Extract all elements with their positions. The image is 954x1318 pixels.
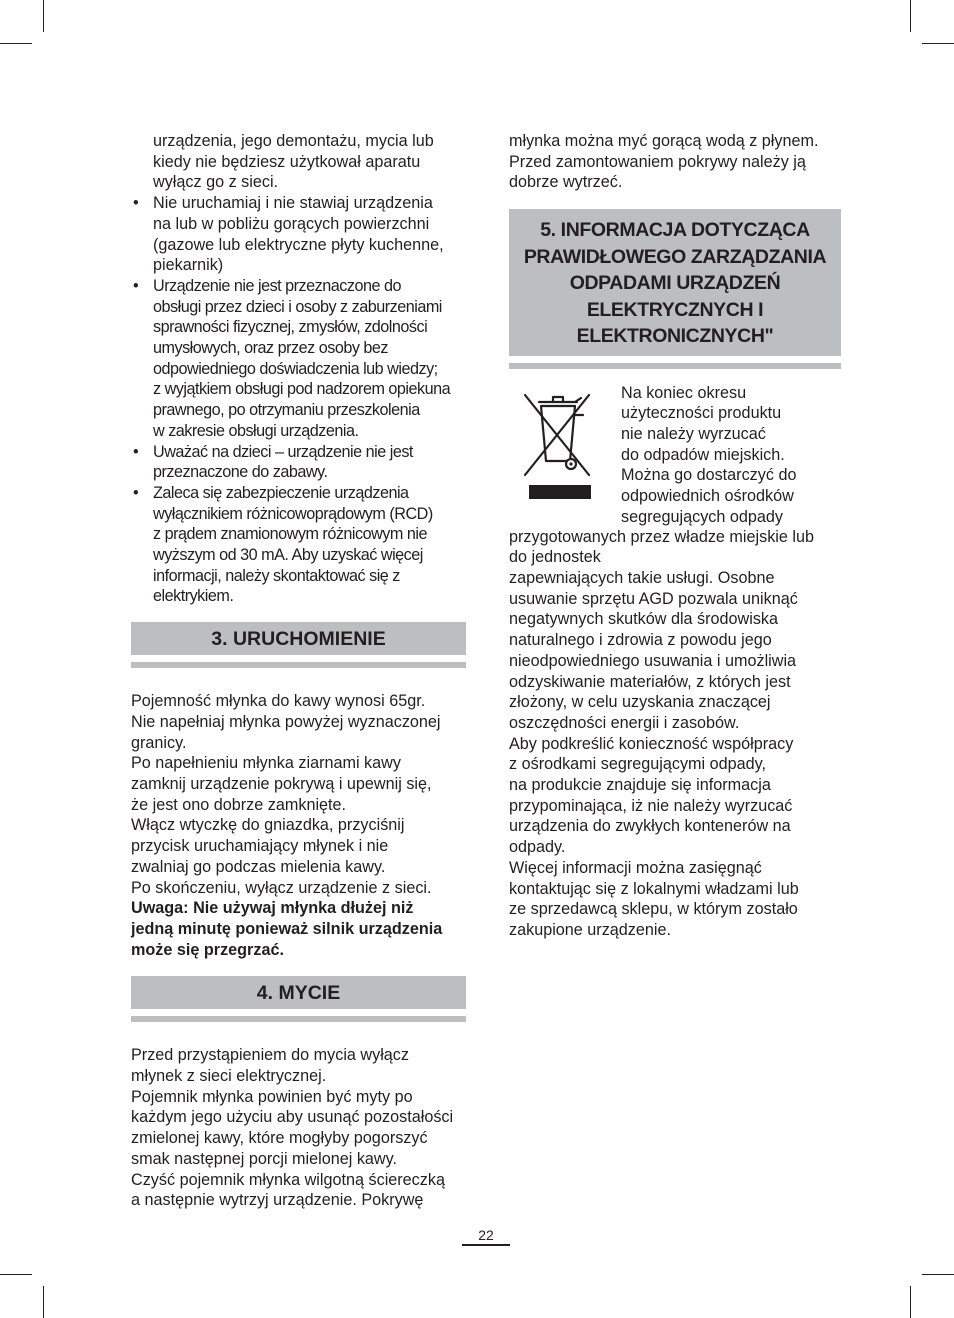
heading-line: PRAWIDŁOWEGO ZARZĄDZANIA xyxy=(523,245,827,268)
text-line: wyłącznikiem różnicowoprądowym (RCD) xyxy=(153,504,433,523)
text-line: negatywnych skutków dla środowiska xyxy=(509,610,779,629)
heading-line: ELEKTRYCZNYCH I ELEKTRONICZNYCH" xyxy=(576,298,774,348)
text-line: granicy. xyxy=(131,733,187,752)
text-line: a następnie wytrzyj urządzenie. Pokrywę xyxy=(131,1191,424,1210)
text-line: nie należy wyrzucać xyxy=(621,425,766,444)
text-line: przeznaczone do zabawy. xyxy=(153,463,328,482)
text-line: że jest ono dobrze zamknięte. xyxy=(131,795,347,814)
text-line: w zakresie obsługi urządzenia. xyxy=(153,421,359,440)
text-line: obsługi przez dzieci i osoby z zaburzeniami xyxy=(153,297,442,316)
warning-line: jedną minutę ponieważ silnik urządzenia xyxy=(131,919,443,938)
text-line: z ośrodkami segregującymi odpady, xyxy=(509,755,767,774)
text-line: smak następnej porcji mielonej kawy. xyxy=(131,1149,398,1168)
text-line: zapewniających takie usługi. Osobne xyxy=(509,569,775,588)
bullet-item xyxy=(131,193,466,276)
text-line: (gazowe lub elektryczne płyty kuchenne, xyxy=(153,235,444,254)
text-line: naturalnego i zdrowia z powodu jego xyxy=(509,631,772,650)
text-line: na lub w pobliżu gorących powierzchni xyxy=(153,214,430,233)
heading-line: 5. INFORMACJA DOTYCZĄCA xyxy=(540,219,810,242)
text-line: przycisk uruchamiający młynek i nie xyxy=(131,837,389,856)
text-line: oszczędności energii i zasobów. xyxy=(509,713,740,732)
text-line: Włącz wtyczkę do gniazdka, przyciśnij xyxy=(131,816,405,835)
text-line: sprawności fizycznej, zmysłów, zdolności xyxy=(153,318,428,337)
text-line: młynka można myć gorącą wodą z płynem. xyxy=(509,132,819,150)
crop-mark xyxy=(43,1286,44,1318)
crop-mark xyxy=(910,0,911,32)
section-heading-weee xyxy=(509,209,841,356)
text-line: Pojemność młynka do kawy wynosi 65gr. xyxy=(131,692,426,711)
text-line: Po skończeniu, wyłącz urządzenie z sieci. xyxy=(131,878,432,897)
text-line: Nie napełniaj młynka powyżej wyznaczonej xyxy=(131,712,441,731)
crop-mark xyxy=(910,1286,911,1318)
text-line: Urządzenie nie jest przeznaczone do xyxy=(153,276,401,295)
text-line: odzyskiwanie materiałów, z których jest xyxy=(509,672,791,691)
text-line: Na koniec okresu xyxy=(621,383,747,402)
text-line: ze sprzedawcą sklepu, w którym zostało xyxy=(509,900,798,919)
text-line: odpowiedniego doświadczenia lub wiedzy; xyxy=(153,359,438,378)
warning-line: może się przegrzać. xyxy=(131,940,284,959)
text-line: elektrykiem. xyxy=(153,587,234,606)
text-line: Przed zamontowaniem pokrywy należy ją xyxy=(509,152,806,171)
intro-text xyxy=(131,131,466,193)
text-line: złożony, w celu uzyskania znaczącej xyxy=(509,693,771,712)
weee-intro-text xyxy=(621,383,851,528)
text-line: wyłącz go z sieci. xyxy=(153,173,279,192)
text-line: odpowiednich ośrodków xyxy=(621,487,794,506)
text-line: do jednostek xyxy=(509,548,601,567)
text-line: segregujących odpady xyxy=(621,507,783,526)
text-line: urządzenia do zwykłych kontenerów na xyxy=(509,817,791,836)
right-column xyxy=(509,131,841,941)
section-4-body xyxy=(131,1045,466,1211)
safety-bullet-list xyxy=(131,193,466,607)
crop-mark xyxy=(922,43,954,44)
text-line: zamknij urządzenie pokrywą i upewnij się, xyxy=(131,774,432,793)
text-line: Pojemnik młynka powinien być myty po xyxy=(131,1087,413,1106)
text-line: wyższym od 30 mA. Aby uzyskać więcej xyxy=(153,546,423,565)
crop-mark xyxy=(0,43,32,44)
bullet-marker: • xyxy=(133,483,139,502)
text-line: z prądem znamionowym różnicowym nie xyxy=(153,525,427,544)
warning-line: Uwaga: Nie używaj młynka dłużej niż xyxy=(131,899,414,918)
text-line: zmielonej kawy, które mogłyby pogorszyć xyxy=(131,1129,428,1148)
bullet-marker: • xyxy=(133,276,139,295)
text-line: piekarnik) xyxy=(153,256,224,275)
text-line: Nie uruchamiaj i nie stawiaj urządzenia xyxy=(153,194,433,213)
text-line: kiedy nie będziesz użytkował aparatu xyxy=(153,152,421,171)
text-line: Zaleca się zabezpieczenie urządzenia xyxy=(153,483,409,502)
text-line: kontaktując się z lokalnymi władzami lub xyxy=(509,879,799,898)
text-line: Można go dostarczyć do xyxy=(621,466,797,485)
bullet-item xyxy=(131,483,466,607)
intro-text xyxy=(509,131,841,193)
text-line: dobrze wytrzeć. xyxy=(509,173,623,192)
heading-line: ODPADAMI URZĄDZEŃ xyxy=(569,272,781,295)
text-line: Więcej informacji można zasięgnąć xyxy=(509,858,762,877)
text-line: Po napełnieniu młynka ziarnami kawy xyxy=(131,754,401,773)
page-number: 22 xyxy=(478,1227,494,1243)
bullet-marker: • xyxy=(133,194,139,213)
crop-mark xyxy=(43,0,44,32)
text-line: użyteczności produktu xyxy=(621,404,782,423)
weee-notice xyxy=(509,383,841,533)
bullet-item xyxy=(131,276,466,442)
bullet-marker: • xyxy=(133,442,139,461)
crossed-out-wheelie-bin-icon xyxy=(517,385,599,501)
text-line: Uważać na dzieci – urządzenie nie jest xyxy=(153,442,413,461)
text-line: młynek z sieci elektrycznej. xyxy=(131,1067,327,1086)
text-line: przygotowanych przez władze miejskie lub xyxy=(509,527,815,546)
bullet-item xyxy=(131,442,466,483)
text-line: Przed przystąpieniem do mycia wyłącz xyxy=(131,1046,409,1065)
text-line: odpady. xyxy=(509,838,566,857)
text-line: do odpadów miejskich. xyxy=(621,445,785,464)
page-number-underline xyxy=(462,1244,510,1246)
text-line: zakupione urządzenie. xyxy=(509,920,671,939)
text-line: Aby podkreślić konieczność współpracy xyxy=(509,734,794,753)
crop-mark xyxy=(0,1274,32,1275)
text-line: z wyjątkiem obsługi pod nadzorem opiekuna xyxy=(153,380,451,399)
text-line: na produkcie znajduje się informacja xyxy=(509,776,771,795)
text-line: prawnego, po otrzymaniu przeszkolenia xyxy=(153,401,420,420)
left-column xyxy=(131,131,466,1211)
text-line: umysłowych, oraz przez osoby bez xyxy=(153,339,389,358)
text-line: Czyść pojemnik młynka wilgotną ściereczką xyxy=(131,1170,445,1189)
text-line: nieodpowiedniego usuwania i umożliwia xyxy=(509,651,797,670)
crop-mark xyxy=(922,1274,954,1275)
text-line: zwalniaj go podczas mielenia kawy. xyxy=(131,857,386,876)
section-3-body xyxy=(131,691,466,960)
text-line: każdym jego użyciu aby usunąć pozostałości xyxy=(131,1108,454,1127)
text-line: urządzenia, jego demontażu, mycia lub xyxy=(153,132,434,150)
section-5-body xyxy=(509,527,841,941)
section-heading-uruchomienie: 3. URUCHOMIENIE xyxy=(131,622,466,655)
text-line: informacji, należy skontaktować się z xyxy=(153,566,400,585)
section-heading-mycie: 4. MYCIE xyxy=(131,976,466,1009)
text-line: przypominająca, iż nie należy wyrzucać xyxy=(509,796,793,815)
text-line: usuwanie sprzętu AGD pozwala uniknąć xyxy=(509,589,798,608)
